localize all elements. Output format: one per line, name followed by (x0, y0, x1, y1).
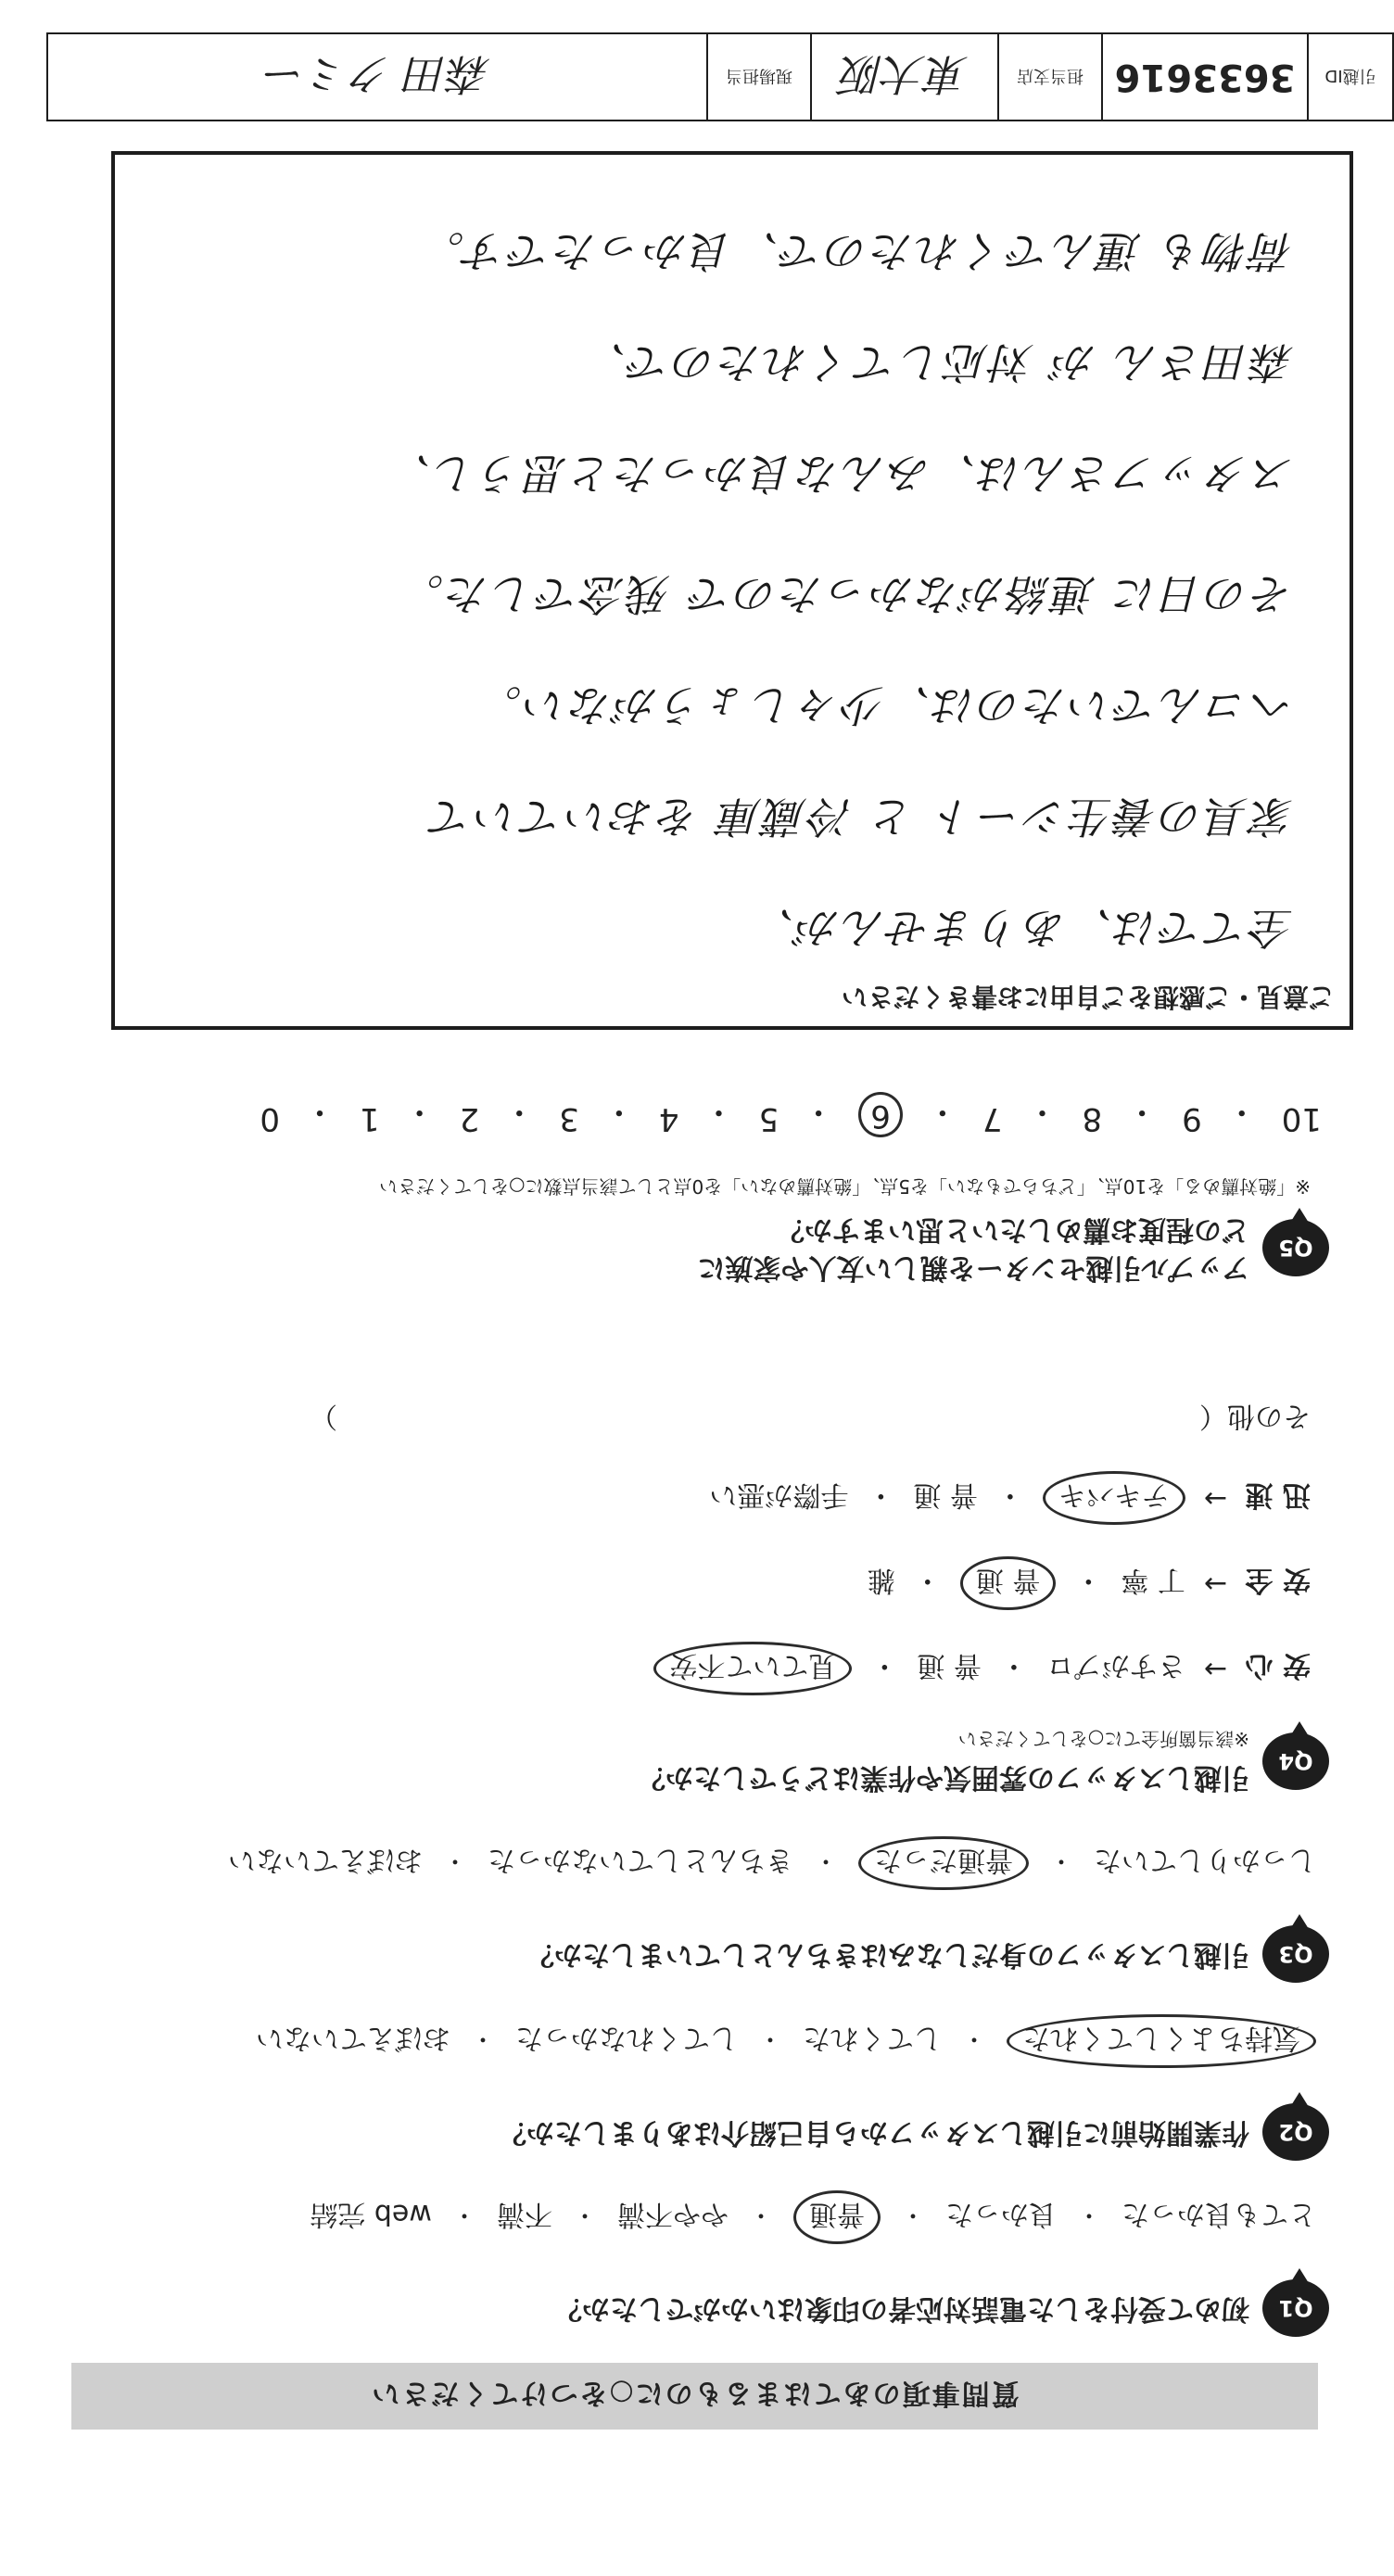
scale-point[interactable]: 10 (1281, 1100, 1322, 1137)
comment-line: 荷物も 運んでくれたので、良かったです。 (418, 226, 1294, 276)
q4-option-selected[interactable]: 見ていて不安 (653, 1643, 852, 1696)
q1-option[interactable]: 不満 (496, 2198, 552, 2230)
q2-option[interactable]: してくれなかった (514, 2022, 738, 2054)
q1-option[interactable]: とても良かった (1122, 2198, 1316, 2230)
q3-option-selected[interactable]: 普通だった (858, 1836, 1029, 1890)
question-3 (32, 1836, 1329, 1983)
q1-badge: Q1 (1262, 2279, 1329, 2337)
q5-text-2: どの程度お薦めしたいと思いますか？ (777, 1213, 1249, 1247)
comment-line: 全てでは、ありませんが、 (749, 903, 1294, 953)
question-4 (32, 1400, 1329, 1796)
leader-label: 現場担当 (706, 34, 810, 120)
leader-value: 森田 クミー (263, 49, 491, 99)
id-label: 引越ID (1307, 34, 1392, 120)
scale-point[interactable]: 9 (1182, 1100, 1202, 1137)
instruction-banner: 質問事項のあてはまるものに○をつけてください (71, 2363, 1318, 2430)
q3-option[interactable]: しっかりしていた (1094, 1844, 1316, 1876)
q1-option-selected[interactable]: 普通 (793, 2190, 881, 2244)
scale-point[interactable]: 2 (459, 1100, 480, 1137)
q2-option[interactable]: おぼえていない (255, 2022, 450, 2054)
scale-point[interactable]: 4 (658, 1100, 679, 1137)
branch-label: 担当支店 (997, 34, 1101, 120)
footer-info-table (46, 32, 1394, 121)
comment-line: ヘコんでいたのは、少々しょうがない。 (476, 680, 1294, 730)
comment-box[interactable] (111, 151, 1353, 1030)
q4-row-label: 迅 速 (1245, 1478, 1311, 1512)
q4-option[interactable]: さすがプロ (1046, 1649, 1185, 1682)
scale-point[interactable]: 5 (758, 1100, 779, 1137)
scale-point-selected[interactable]: 6 (858, 1092, 903, 1137)
q2-option-selected[interactable]: 気持ちよくしてくれた (1007, 2014, 1316, 2068)
q4-option[interactable]: 雑 (867, 1564, 895, 1597)
comment-title: ご意見・ご感想をご自由にお書きください (841, 982, 1335, 1012)
scale-point[interactable]: 0 (260, 1100, 280, 1137)
q2-text: 作業開始前に引越しスタッフから自己紹介はありましたか？ (499, 2116, 1249, 2150)
q3-options: しっかりしていた ・ 普通だった ・ きちんとしていなかった ・ おぼえていない (32, 1836, 1329, 1890)
question-5 (32, 1092, 1329, 1286)
q4-option[interactable]: 手際が悪い (709, 1478, 849, 1512)
q3-badge: Q3 (1262, 1925, 1329, 1983)
q4-row-label: 安 心 (1245, 1649, 1311, 1682)
scale-point[interactable]: 1 (359, 1100, 380, 1137)
q3-option[interactable]: おぼえていない (227, 1844, 423, 1876)
q1-options: とても良かった ・ 良かった ・ 普通 ・ やや不満 ・ 不満 ・ web 完結 (32, 2190, 1329, 2244)
q5-badge: Q5 (1262, 1220, 1329, 1277)
q4-option-selected[interactable]: 普 通 (960, 1557, 1057, 1611)
q4-row-anzen: 安 全 → 丁 寧 ・ 普 通 ・ 雑 (32, 1557, 1329, 1611)
id-value: 3633616 (1101, 34, 1307, 120)
q4-option[interactable]: 普 通 (913, 1478, 978, 1512)
scale-point[interactable]: 3 (559, 1100, 579, 1137)
q4-badge: Q4 (1262, 1732, 1329, 1790)
scale-point[interactable]: 8 (1082, 1100, 1103, 1137)
q4-option-selected[interactable]: テキパキ (1043, 1472, 1185, 1526)
q2-options: 気持ちよくしてくれた ・ してくれた ・ してくれなかった ・ おぼえていない (32, 2014, 1329, 2068)
q1-option[interactable]: 良かった (944, 2198, 1057, 2230)
q4-option[interactable]: 丁 寧 (1121, 1564, 1185, 1597)
comment-line: その日に 連絡がなかったので 残念でした。 (398, 569, 1294, 619)
q2-option[interactable]: してくれた (802, 2022, 942, 2054)
q2-badge: Q2 (1262, 2103, 1329, 2161)
q5-text-1: アップル引越センターを親しい友人や家族に (697, 1251, 1249, 1284)
q1-option[interactable]: web 完結 (310, 2198, 432, 2230)
comment-line: スタッフさんは、みんな良かったと思うし、 (386, 449, 1294, 499)
branch-value: 東大阪 (810, 34, 997, 120)
comment-line: 森田さん が 対応してくれたので、 (580, 337, 1294, 387)
question-1 (32, 2190, 1329, 2337)
q4-row-anshin: 安 心 → さすがプロ ・ 普 通 ・ 見ていて不安 (32, 1643, 1329, 1696)
q1-option[interactable]: やや不満 (616, 2198, 729, 2230)
q4-text: 引越しスタッフの雰囲気や作業はどうでしたか？ (638, 1761, 1249, 1794)
q3-option[interactable]: きちんとしていなかった (487, 1844, 793, 1876)
q4-row-label: 安 全 (1245, 1564, 1311, 1597)
q5-note: ※「絶対薦める」を10点、「どちらでもない」を5点、「絶対薦めない」を0点として該当点数に○をしてください (379, 1175, 1311, 1198)
q4-note: ※該当箇所全てに○をしてください (957, 1728, 1249, 1751)
q5-scale: 10 ・ 9 ・ 8 ・ 7 ・ 6 ・ 5 ・ 4 ・ 3 ・ 2 ・ 1 ・ 0 (260, 1093, 1322, 1137)
comment-line: 家具の養生シート と 冷蔵庫 をおいていて (427, 792, 1294, 842)
scale-point[interactable]: 7 (982, 1100, 1003, 1137)
q4-row-jinsoku: 迅 速 → テキパキ ・ 普 通 ・ 手際が悪い (32, 1472, 1329, 1526)
q4-option[interactable]: 普 通 (917, 1649, 982, 1682)
q3-text: 引越しスタッフの身だしなみはきちんとしていましたか？ (526, 1938, 1249, 1972)
q1-text: 初めて受付をした電話対応者の印象はいかがでしたか？ (554, 2292, 1249, 2326)
q4-other[interactable]: その他（ ） (310, 1400, 1311, 1433)
question-2 (32, 2014, 1329, 2161)
